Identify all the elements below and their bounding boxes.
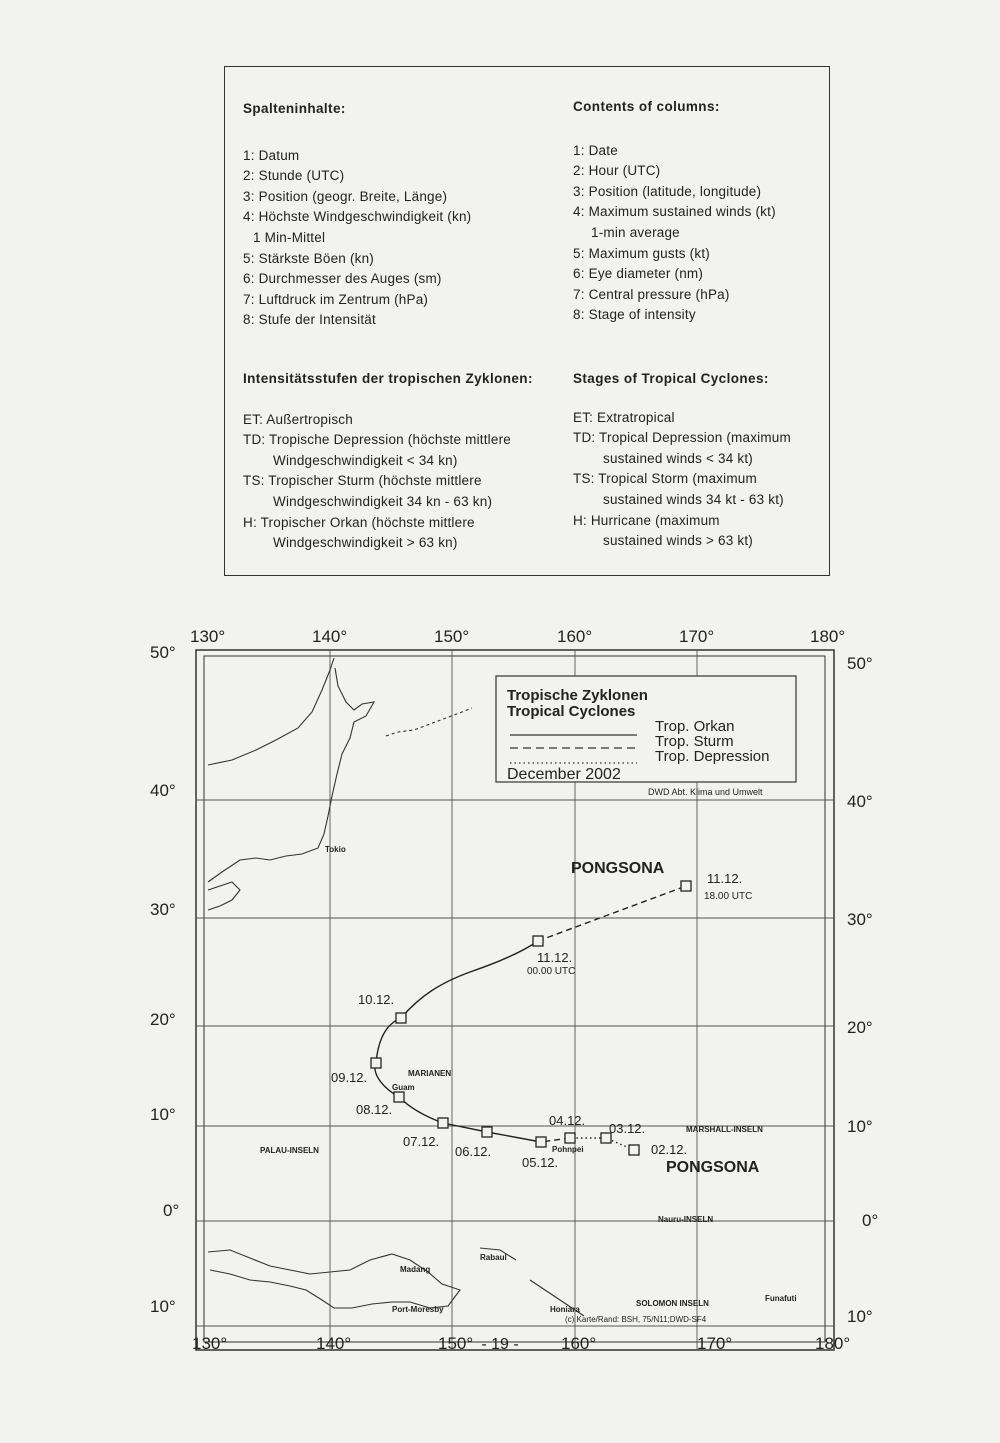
place-label: MARIANEN xyxy=(408,1069,452,1078)
lat-label: 50° xyxy=(847,654,873,673)
lat-label: 40° xyxy=(150,781,176,800)
lon-label: 140° xyxy=(316,1334,352,1353)
list-item: Windgeschwindigkeit 34 kn - 63 kn) xyxy=(273,493,493,509)
track-label: 09.12. xyxy=(331,1070,368,1085)
list-item: 8: Stage of intensity xyxy=(573,307,696,323)
track-position-marker xyxy=(482,1127,492,1137)
legend-period: December 2002 xyxy=(507,766,621,783)
longitude-labels-top xyxy=(190,627,845,646)
track-label: 02.12. xyxy=(651,1142,688,1157)
list-item: 8: Stufe der Intensität xyxy=(243,312,376,328)
list-item: 1: Datum xyxy=(243,147,300,163)
place-label: Guam xyxy=(392,1083,415,1092)
legend-label-hurricane: Trop. Orkan xyxy=(655,718,735,735)
column-legend-box xyxy=(224,66,830,576)
lat-label: 10° xyxy=(847,1117,873,1136)
place-label: SOLOMON INSELN xyxy=(636,1299,709,1308)
place-label: PALAU-INSELN xyxy=(260,1146,319,1155)
track-position-marker xyxy=(394,1092,404,1102)
japan-coast xyxy=(208,668,374,882)
list-item: 1: Date xyxy=(573,142,618,158)
list-item: sustained winds > 63 kt) xyxy=(603,533,754,549)
track-legend xyxy=(496,676,796,797)
track-storm-segment-north xyxy=(538,886,686,941)
list-item: 3: Position (latitude, longitude) xyxy=(573,183,762,199)
asia-mainland-coast xyxy=(208,658,334,765)
lon-label: 140° xyxy=(312,627,348,646)
lon-label: 170° xyxy=(697,1334,733,1353)
latitude-labels-right xyxy=(847,654,878,1326)
place-label: Nauru-INSELN xyxy=(658,1215,714,1224)
track-position-marker xyxy=(438,1118,448,1128)
list-item: TD: Tropische Depression (höchste mittlere xyxy=(243,432,511,448)
stages-de xyxy=(243,369,543,554)
lon-label: 180° xyxy=(810,627,846,646)
lon-label: 130° xyxy=(192,1334,228,1353)
track-label: 07.12. xyxy=(403,1134,440,1149)
lat-label: 20° xyxy=(847,1018,873,1037)
column-contents-de xyxy=(243,99,543,331)
latitude-labels-left xyxy=(150,643,179,1316)
lat-label: 40° xyxy=(847,792,873,811)
column-contents-de-list xyxy=(243,146,543,331)
list-item: 3: Position (geogr. Breite, Länge) xyxy=(243,188,448,204)
track-position-marker xyxy=(396,1013,406,1023)
kyushu-coast xyxy=(208,882,240,910)
list-item: sustained winds 34 kt - 63 kt) xyxy=(603,491,784,507)
place-label: Tokio xyxy=(325,845,346,854)
place-label: MARSHALL-INSELN xyxy=(686,1125,763,1134)
list-item: H: Hurricane (maximum xyxy=(573,512,720,528)
place-label: Honiara xyxy=(550,1305,580,1314)
new-guinea-coast xyxy=(208,1250,460,1308)
list-item: ET: Außertropisch xyxy=(243,411,353,427)
lon-label: 150° xyxy=(434,627,470,646)
list-item: TD: Tropical Depression (maximum xyxy=(573,430,791,446)
legend-label-depression: Trop. Depression xyxy=(655,748,770,765)
list-item: 2: Hour (UTC) xyxy=(573,163,661,179)
list-item: 1 Min-Mittel xyxy=(253,229,326,245)
lat-label: 10° xyxy=(847,1307,873,1326)
column-contents-en xyxy=(573,97,823,326)
map-svg xyxy=(0,620,1000,1360)
place-label: Madang xyxy=(400,1265,431,1274)
track-label: 03.12. xyxy=(609,1121,646,1136)
list-item: TS: Tropical Storm (maximum xyxy=(573,471,757,487)
stages-de-list xyxy=(243,410,543,554)
legend-credit: DWD Abt. Klima und Umwelt xyxy=(648,787,763,797)
list-item: ET: Extratropical xyxy=(573,409,675,425)
place-label: Funafuti xyxy=(765,1294,797,1303)
track-markers xyxy=(371,881,691,1155)
lat-label: 30° xyxy=(150,900,176,919)
track-label: 04.12. xyxy=(549,1113,586,1128)
storm-name-north: PONGSONA xyxy=(571,860,665,877)
list-item: 5: Stärkste Böen (kn) xyxy=(243,250,375,266)
place-label: Rabaul xyxy=(480,1253,507,1262)
column-contents-en-heading: Contents of columns: xyxy=(573,99,720,114)
lat-label: 0° xyxy=(163,1201,180,1220)
legend-label-storm: Trop. Sturm xyxy=(655,733,734,750)
kuril-islands xyxy=(386,708,472,736)
place-label: Port-Moresby xyxy=(392,1305,444,1314)
page-number: - 19 - xyxy=(481,1336,519,1353)
track-label: 06.12. xyxy=(455,1144,492,1159)
list-item: 7: Luftdruck im Zentrum (hPa) xyxy=(243,291,429,307)
track-position-marker xyxy=(371,1058,381,1068)
list-item: 5: Maximum gusts (kt) xyxy=(573,245,710,261)
list-item: H: Tropischer Orkan (höchste mittlere xyxy=(243,514,475,530)
lat-label: 50° xyxy=(150,643,176,662)
lon-label: 160° xyxy=(561,1334,597,1353)
place-label: Pohnpei xyxy=(552,1145,584,1154)
track-label: 10.12. xyxy=(358,992,395,1007)
map-credit: (c) Karte/Rand: BSH, 75/N11;DWD-SF4 xyxy=(565,1315,707,1324)
track-label: 08.12. xyxy=(356,1102,393,1117)
track-position-marker xyxy=(681,881,691,891)
stages-en-heading: Stages of Tropical Cyclones: xyxy=(573,371,769,386)
track-label: 18.00 UTC xyxy=(704,891,753,902)
lat-label: 20° xyxy=(150,1010,176,1029)
list-item: 6: Eye diameter (nm) xyxy=(573,266,704,282)
column-contents-en-list xyxy=(573,141,823,326)
list-item: 4: Höchste Windgeschwindigkeit (kn) xyxy=(243,209,472,225)
cyclone-track-map xyxy=(0,620,1000,1360)
list-item: sustained winds < 34 kt) xyxy=(603,450,754,466)
track-hurricane-segment xyxy=(375,941,541,1142)
lon-label: 160° xyxy=(557,627,593,646)
list-item: 2: Stunde (UTC) xyxy=(243,168,345,184)
lon-label: 180° xyxy=(815,1334,851,1353)
lon-label: 150° xyxy=(438,1334,474,1353)
stages-de-heading: Intensitätsstufen der tropischen Zyklonen: xyxy=(243,371,533,386)
lat-label: 10° xyxy=(150,1105,176,1124)
track-label: 00.00 UTC xyxy=(527,966,576,977)
storm-name-south: PONGSONA xyxy=(666,1159,760,1176)
track-position-marker xyxy=(536,1137,546,1147)
lat-label: 10° xyxy=(150,1297,176,1316)
list-item: 4: Maximum sustained winds (kt) xyxy=(573,204,776,220)
stages-en xyxy=(573,369,823,552)
list-item: TS: Tropischer Sturm (höchste mittlere xyxy=(243,473,482,489)
lat-label: 0° xyxy=(862,1211,879,1230)
column-contents-de-heading: Spalteninhalte: xyxy=(243,101,346,116)
stages-en-list xyxy=(573,408,823,552)
lon-label: 130° xyxy=(190,627,226,646)
list-item: 7: Central pressure (hPa) xyxy=(573,286,730,302)
list-item: Windgeschwindigkeit < 34 kn) xyxy=(273,452,458,468)
list-item: Windgeschwindigkeit > 63 kn) xyxy=(273,535,458,551)
track-legend-title-de: Tropische Zyklonen xyxy=(507,687,648,704)
lon-label: 170° xyxy=(679,627,715,646)
list-item: 1-min average xyxy=(591,224,680,240)
lat-label: 30° xyxy=(847,910,873,929)
list-item: 6: Durchmesser des Auges (sm) xyxy=(243,271,442,287)
track-label: 11.12. xyxy=(537,950,573,965)
track-position-marker xyxy=(533,936,543,946)
track-label: 11.12. xyxy=(707,871,743,886)
storm-track xyxy=(375,886,686,1150)
track-label: 05.12. xyxy=(522,1155,559,1170)
track-position-marker xyxy=(565,1133,575,1143)
track-legend-title-en: Tropical Cyclones xyxy=(507,703,636,720)
track-position-marker xyxy=(629,1145,639,1155)
